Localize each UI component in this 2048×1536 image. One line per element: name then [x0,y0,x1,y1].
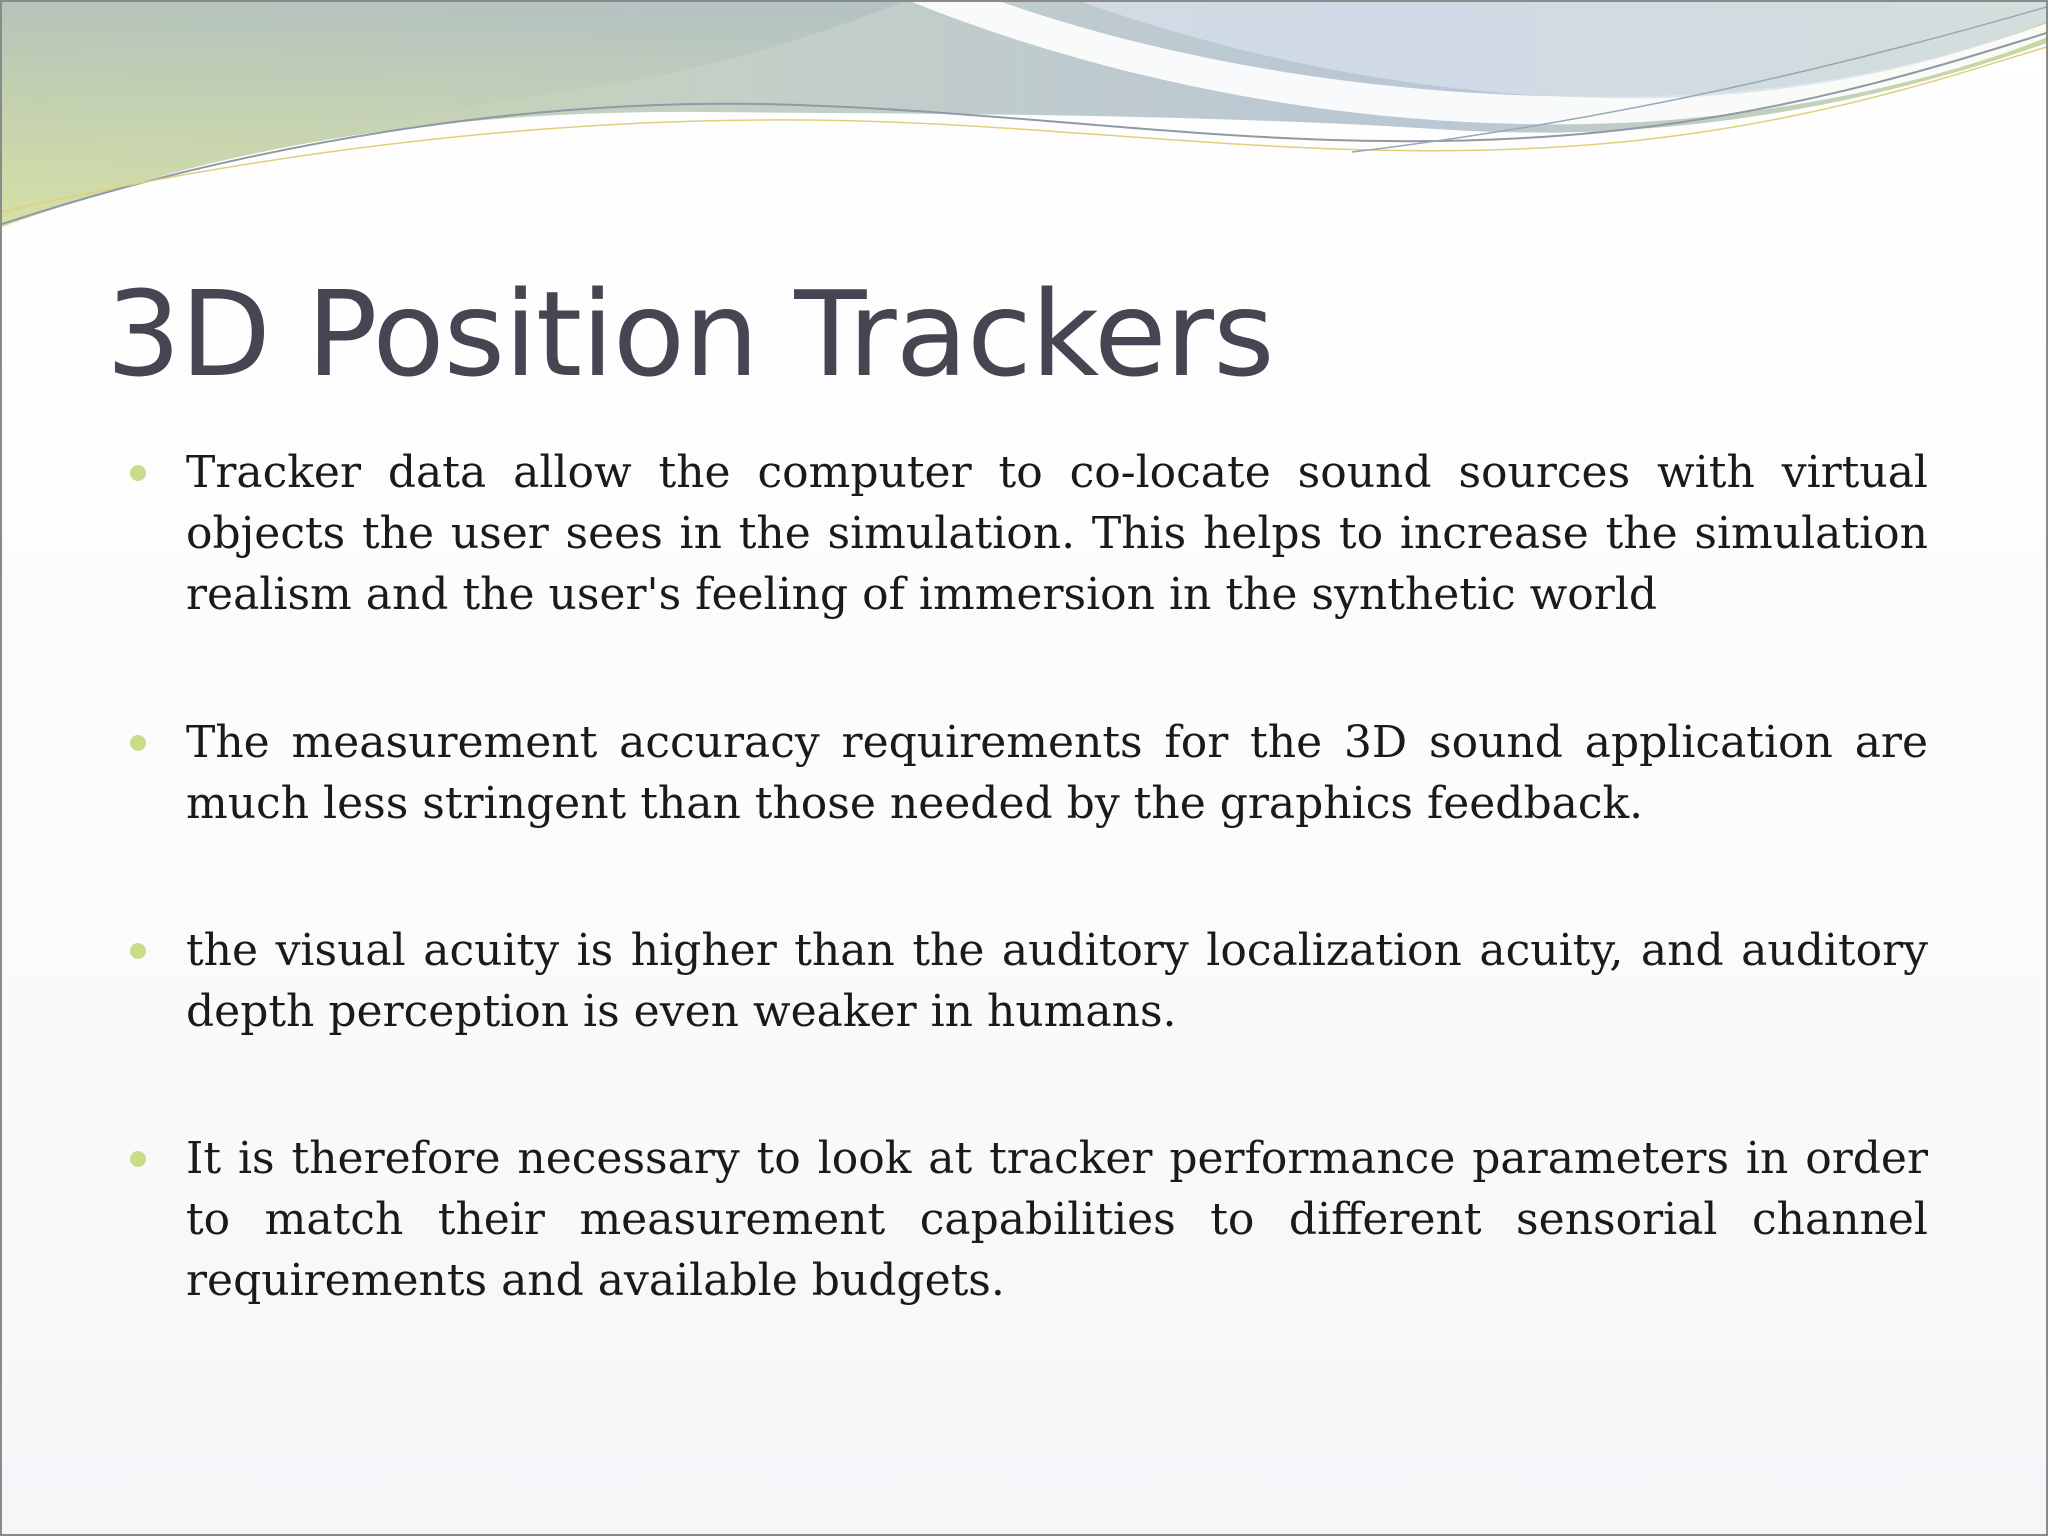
header-wave-decoration [2,2,2048,242]
bullet-dot-icon [130,943,146,959]
bullet-item [186,920,1928,1042]
bullet-item [186,712,1928,834]
bullet-dot-icon [130,735,146,751]
bullet-item [186,1128,1928,1311]
bullet-text: It is therefore necessary to look at tracker performance parameters in order to match their measurement capabilities to different sensorial channel requirements and available budgets. [186,1133,1928,1306]
bullet-text: The measurement accuracy requirements for the 3D sound application are much less stringent than those needed by the graphics feedback. [186,717,1928,829]
bullet-text: the visual acuity is higher than the auditory localization acuity, and auditory depth perception is even weaker in humans. [186,925,1928,1037]
bullet-dot-icon [130,1151,146,1167]
bullet-item [186,442,1928,625]
bullet-text: Tracker data allow the computer to co-locate sound sources with virtual objects the user sees in the simulation. This helps to increase the simulation realism and the user's feeling of immersion in the synthetic world [186,447,1928,620]
bullet-list [186,442,1928,1311]
bullet-dot-icon [130,465,146,481]
slide-title: 3D Position Trackers [106,265,1274,403]
